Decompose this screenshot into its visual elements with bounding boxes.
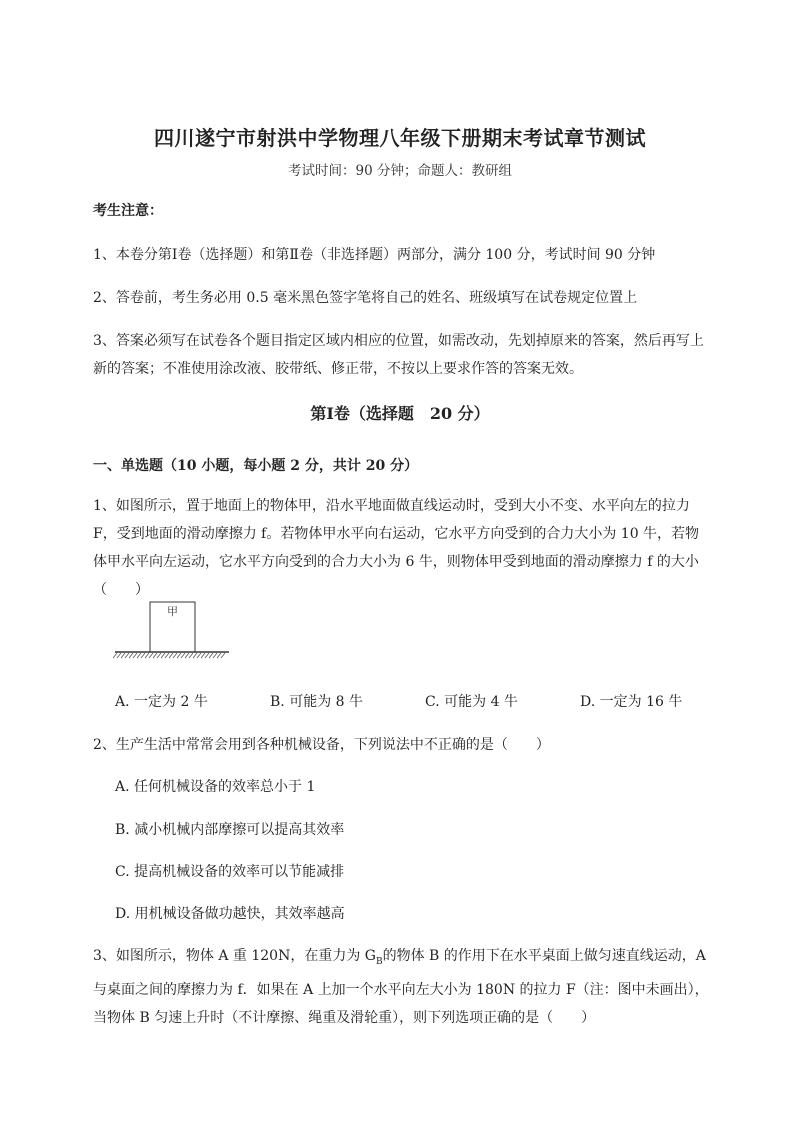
- question-2-text: 2、生产生活中常常会用到各种机械设备，下列说法中不正确的是（ ）: [93, 737, 550, 753]
- exam-title: 四川遂宁市射洪中学物理八年级下册期末考试章节测试: [154, 126, 646, 150]
- hatch-mark: [137, 653, 141, 658]
- hatch-mark: [165, 653, 169, 658]
- hatch-mark: [189, 653, 193, 658]
- hatch-mark: [193, 653, 197, 658]
- hatch-mark: [157, 653, 161, 658]
- hatch-mark: [209, 653, 213, 658]
- option-d[interactable]: D. 一定为 16 牛: [580, 694, 683, 710]
- hatch-mark: [153, 653, 157, 658]
- hatch-mark: [169, 653, 173, 658]
- question-3-subscript: B: [375, 956, 383, 967]
- hatch-mark: [217, 653, 221, 658]
- hatch-mark: [185, 653, 189, 658]
- exam-subtitle: 考试时间：90 分钟；命题人：教研组: [288, 163, 512, 179]
- question-3-text: [93, 942, 713, 1032]
- hatch-mark: [161, 653, 165, 658]
- hatch-mark: [221, 653, 225, 658]
- option-c[interactable]: C. 可能为 4 牛: [425, 694, 518, 710]
- hatch-mark: [173, 653, 177, 658]
- hatch-mark: [117, 653, 121, 658]
- question-2-option-a[interactable]: A. 任何机械设备的效率总小于 1: [115, 779, 316, 795]
- hatch-mark: [145, 653, 149, 658]
- hatch-mark: [181, 653, 185, 658]
- hatch-mark: [133, 653, 137, 658]
- question-1-options: [115, 688, 715, 716]
- question-1-figure: [113, 598, 233, 662]
- notice-item-1: 1、本卷分第Ⅰ卷（选择题）和第Ⅱ卷（非选择题）两部分，满分 100 分，考试时间 90 分钟: [93, 247, 656, 263]
- hatch-mark: [205, 653, 209, 658]
- question-2-option-b[interactable]: B. 减小机械内部摩擦可以提高其效率: [115, 822, 345, 838]
- question-2-option-d[interactable]: D. 用机械设备做功越快，其效率越高: [115, 906, 345, 922]
- hatch-mark: [129, 653, 133, 658]
- question-3-text-before: 3、如图所示，物体 A 重 120N，在重力为 G: [93, 948, 376, 964]
- block-on-ground-diagram: [113, 598, 233, 662]
- hatch-mark: [197, 653, 201, 658]
- part-heading: 一、单选题（10 小题，每小题 2 分，共计 20 分）: [93, 458, 419, 474]
- notice-heading: 考生注意：: [93, 203, 163, 219]
- section-title: 第Ⅰ卷（选择题 20 分）: [310, 404, 490, 423]
- hatch-mark: [113, 653, 117, 658]
- object-jia-label: 甲: [167, 605, 178, 618]
- hatch-mark: [149, 653, 153, 658]
- hatch-mark: [177, 653, 181, 658]
- ground-hatching: [113, 653, 225, 658]
- hatch-mark: [213, 653, 217, 658]
- notice-item-2: 2、答卷前，考生务必用 0.5 毫米黑色签字笔将自己的姓名、班级填写在试卷规定位置上: [93, 290, 638, 306]
- option-a[interactable]: A. 一定为 2 牛: [115, 694, 208, 710]
- option-b[interactable]: B. 可能为 8 牛: [270, 694, 363, 710]
- notice-item-3: 3、答案必须写在试卷各个题目指定区域内相应的位置，如需改动，先划掉原来的答案，然后再写上新的答案；不准使用涂改液、胶带纸、修正带，不按以上要求作答的答案无效。: [93, 333, 704, 377]
- hatch-mark: [121, 653, 125, 658]
- question-1-text: 1、如图所示，置于地面上的物体甲，沿水平地面做直线运动时，受到大小不变、水平向左的拉力 F，受到地面的滑动摩擦力 f。若物体甲水平向右运动，它水平方向受到的合力大小为 10 牛，若物体甲水平向左运动，它水平方向受到的合力大小为 6 牛，则物体甲受到地面的滑动摩擦力 f 的大小（ ）: [93, 498, 700, 598]
- hatch-mark: [141, 653, 145, 658]
- hatch-mark: [125, 653, 129, 658]
- question-2-option-c[interactable]: C. 提高机械设备的效率可以节能减排: [115, 864, 345, 880]
- question-3-text-after: 的物体 B 的作用下在水平桌面上做匀速直线运动，A 与桌面之间的摩擦力为 f．如果在 A 上加一个水平向左大小为 180N 的拉力 F（注：图中未画出），当物体 B 匀速上升时（不计摩擦、绳重及滑轮重），则下列选项正确的是（ ）: [93, 948, 709, 1026]
- hatch-mark: [201, 653, 205, 658]
